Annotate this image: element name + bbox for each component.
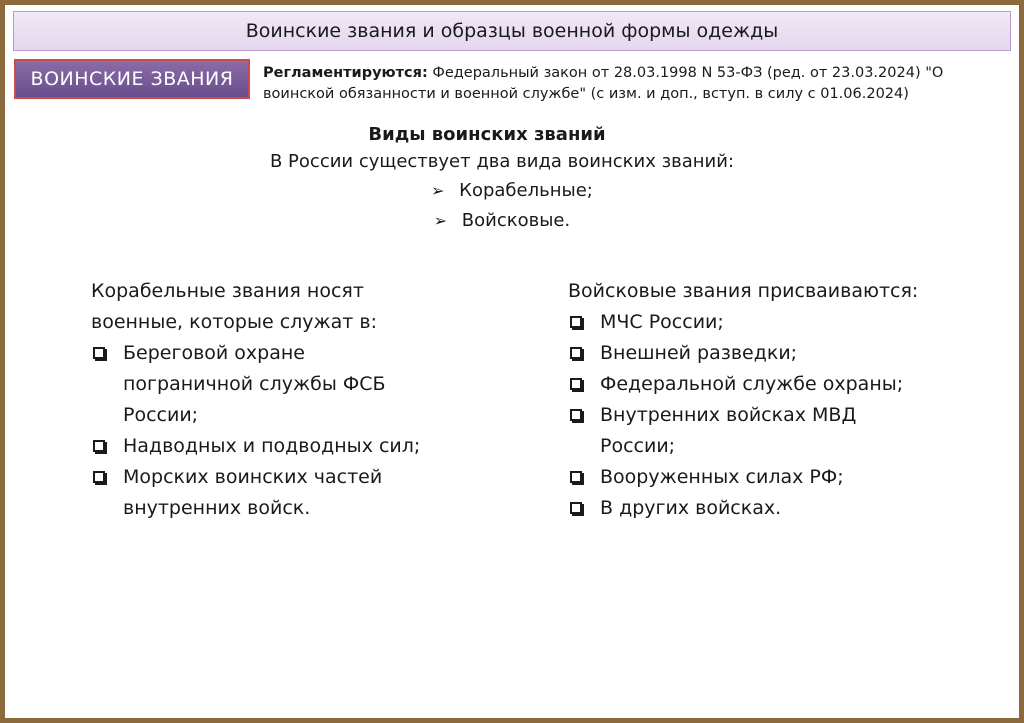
list-item-text: Береговой охране пограничной службы ФСБ России; (123, 342, 386, 426)
list-item-text: Вооруженных силах РФ; (600, 466, 844, 488)
rank-type-label: Войсковые. (461, 210, 571, 231)
list-item (91, 431, 431, 462)
list-item (91, 338, 431, 431)
checkbox-bullet-icon (93, 440, 105, 452)
checkbox-bullet-icon (570, 502, 582, 514)
list-item-text: МЧС России; (600, 311, 724, 333)
rank-types-intro: В России существует два вида воинских званий: (269, 151, 735, 172)
checkbox-bullet-icon (570, 347, 582, 359)
list-item-text: В других войсках. (600, 497, 782, 519)
rank-types-heading: Виды воинских званий (368, 124, 606, 145)
checkbox-bullet-icon (570, 471, 582, 483)
rank-type-item (0, 206, 1024, 236)
section-badge-text: ВОИНСКИЕ ЗВАНИЯ (30, 68, 234, 90)
checkbox-bullet-icon (570, 316, 582, 328)
checkbox-bullet-icon (93, 471, 105, 483)
naval-ranks-column (91, 276, 431, 524)
regulation-body: Федеральный закон от 28.03.1998 N 53-ФЗ (ред. от 23.03.2024) "О воинской обязанности и военной службе" (с изм. и доп., вступ. в силу с 01.06.2024) (263, 65, 944, 102)
slide-title-text: Воинские звания и образцы военной формы одежды (245, 20, 779, 42)
section-badge (14, 59, 250, 99)
rank-type-item (0, 176, 1024, 206)
naval-ranks-intro: Корабельные звания носят военные, которые служат в: (91, 280, 378, 333)
rank-type-label: Корабельные; (459, 180, 593, 201)
checkbox-bullet-icon (570, 378, 582, 390)
list-item-text: Внутренних войсках МВД России; (600, 404, 857, 457)
regulation-text (263, 63, 1003, 105)
list-item (568, 369, 968, 400)
list-item-text: Федеральной службе охраны; (600, 373, 904, 395)
list-item (568, 338, 968, 369)
list-item (568, 400, 900, 462)
list-item-text: Надводных и подводных сил; (123, 435, 421, 457)
army-ranks-column (568, 276, 968, 524)
naval-ranks-list (91, 338, 431, 524)
list-item-text: Внешней разведки; (600, 342, 798, 364)
slide-title (13, 11, 1011, 51)
regulation-label: Регламентируются: (263, 65, 428, 81)
checkbox-bullet-icon (570, 409, 582, 421)
list-item (568, 307, 968, 338)
arrow-bullet-icon: ➢ (433, 211, 448, 230)
list-item-text: Морских воинских частей внутренних войск. (123, 466, 383, 519)
army-ranks-intro: Войсковые звания присваиваются: (568, 280, 919, 302)
list-item (568, 493, 968, 524)
arrow-bullet-icon: ➢ (431, 181, 445, 200)
rank-types-block (5, 122, 1024, 236)
checkbox-bullet-icon (93, 347, 105, 359)
list-item (568, 462, 968, 493)
list-item (91, 462, 431, 524)
army-ranks-list (568, 307, 968, 524)
